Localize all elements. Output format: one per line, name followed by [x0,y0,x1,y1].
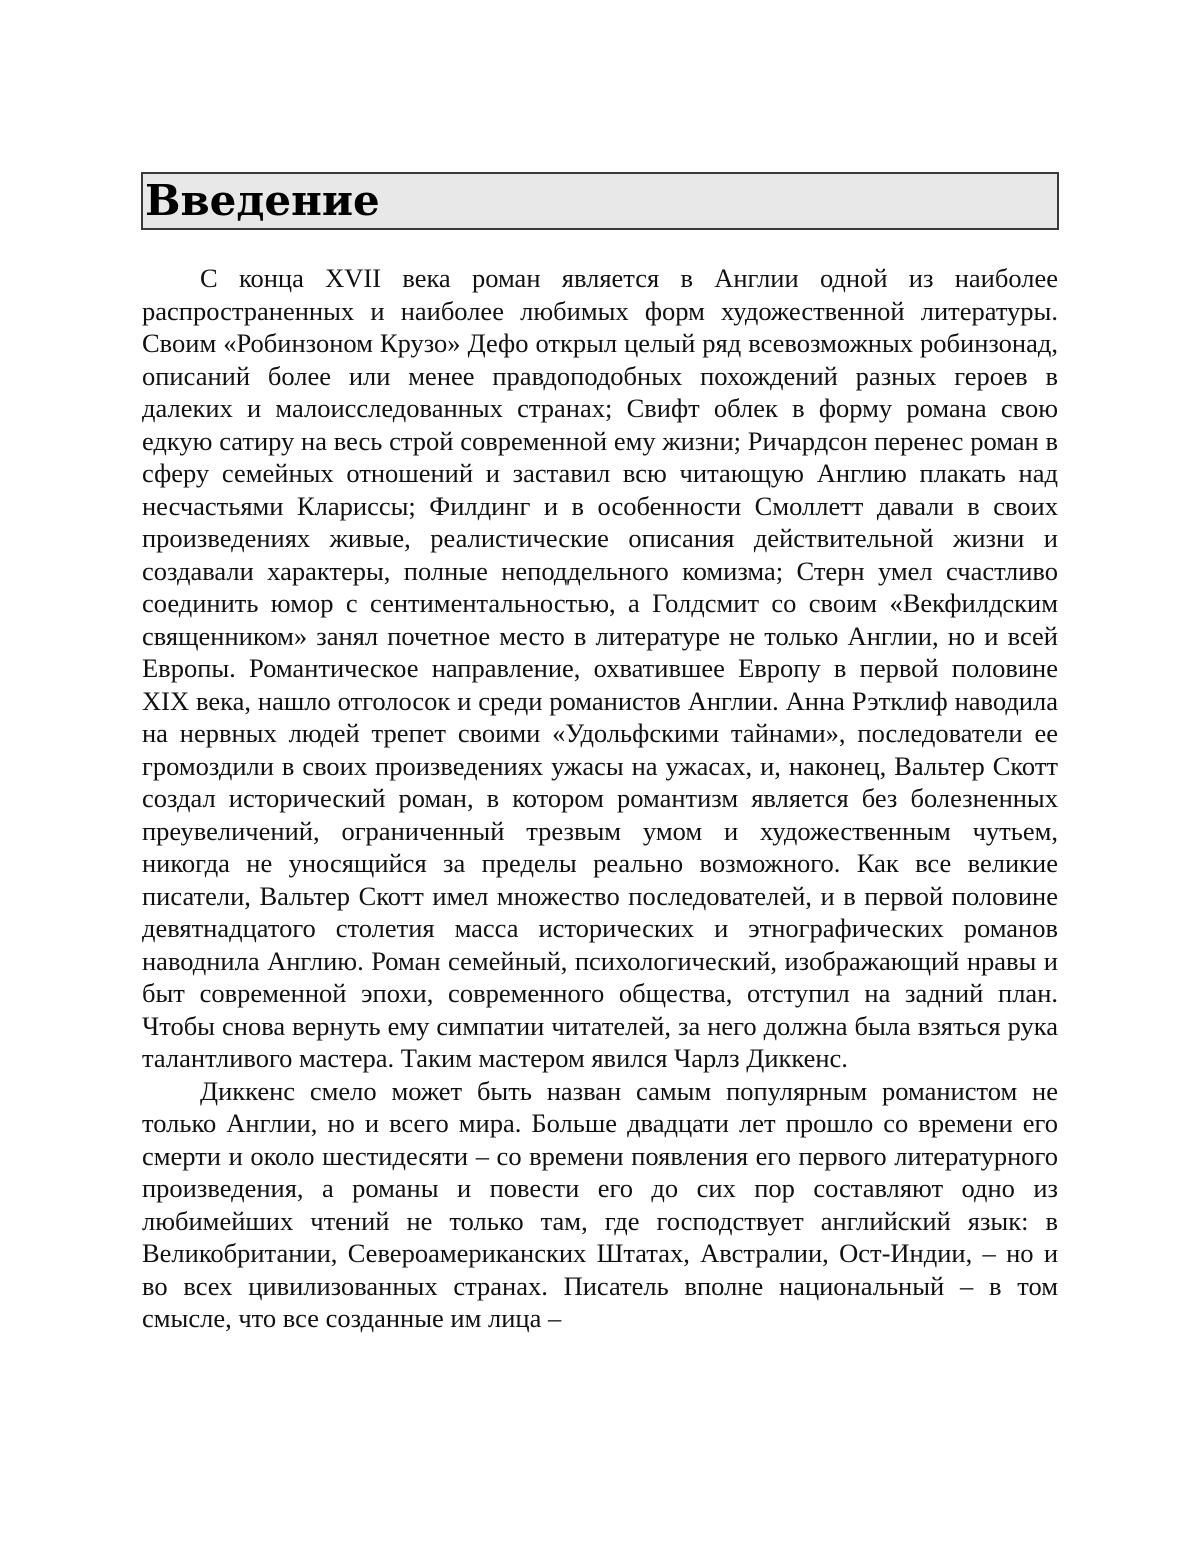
document-page [0,0,1200,1553]
body-text [142,262,1058,1335]
paragraph: Диккенс смело может быть назван самым популярным романистом не только Англии, но и всего мира. Больше двадцати лет прошло со времени его смерти и около шестидесяти – со времени появления его первого литературного произведения, а романы и повести его до сих пор составляют одно из любимейших чтений не только там, где господствует английский язык: в Великобритании, Североамериканских Штатах, Австралии, Ост-Индии, – но и во всех цивилизованных странах. Писатель вполне национальный – в том смысле, что все созданные им лица – [142,1075,1058,1335]
section-heading: Введение [145,174,380,228]
section-heading-box [141,172,1059,230]
paragraph: С конца XVII века роман является в Англии одной из наиболее распространенных и наиболее любимых форм художественной литературы. Своим «Робинзоном Крузо» Дефо открыл целый ряд всевозможных робинзонад, описаний более или менее правдоподобных похождений разных героев в далеких и малоисследованных странах; Свифт облек в форму романа свою едкую сатиру на весь строй современной ему жизни; Ричардсон перенес роман в сферу семейных отношений и заставил всю читающую Англию плакать над несчастьями Клариссы; Филдинг и в особенности Смоллетт давали в своих произведениях живые, реалистические описания действительной жизни и создавали характеры, полные неподдельного комизма; Стерн умел счастливо соединить юмор с сентиментальностью, а Голдсмит со своим «Векфилдским священником» занял почетное место в литературе не только Англии, но и всей Европы. Романтическое направление, охватившее Европу в первой половине XIX века, нашло отголосок и среди романистов Англии. Анна Рэтклиф наводила на нервных людей трепет своими «Удольфскими тайнами», последователи ее громоздили в своих произведениях ужасы на ужасах, и, наконец, Вальтер Скотт создал исторический роман, в котором романтизм является без болезненных преувеличений, ограниченный трезвым умом и художественным чутьем, никогда не уносящийся за пределы реально возможного. Как все великие писатели, Вальтер Скотт имел множество последователей, и в первой половине девятнадцатого столетия масса исторических и этнографических романов наводнила Англию. Роман семейный, психологический, изображающий нравы и быт современной эпохи, современного общества, отступил на задний план. Чтобы снова вернуть ему симпатии читателей, за него должна была взяться рука талантливого мастера. Таким мастером явился Чарлз Диккенс. [142,262,1058,1075]
